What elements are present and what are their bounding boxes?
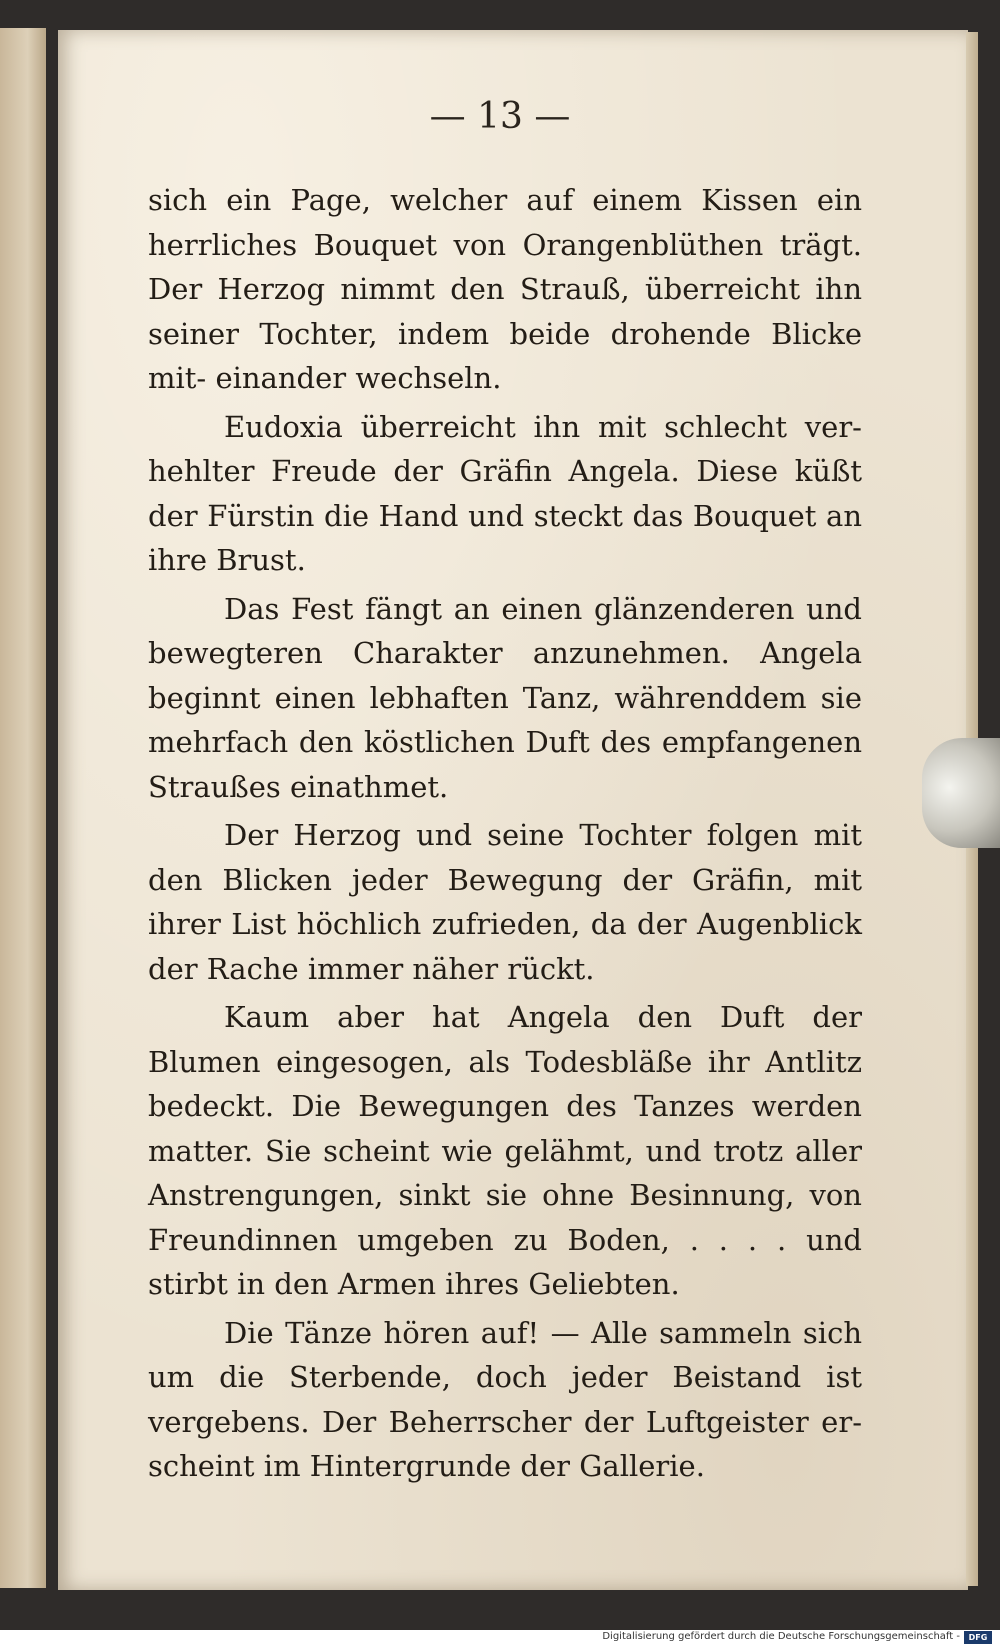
page-number: — 13 — <box>429 96 571 137</box>
facing-page-edge <box>0 28 46 1588</box>
page-clip <box>922 738 1000 848</box>
paragraph-6: Die Tänze hören auf! — Alle sammeln sich um die Sterbende, doch jeder Beistand ist vergebens. Der Beherrscher der Luftgeister er- scheint im Hintergrunde der Gallerie. <box>148 1315 862 1483</box>
digitization-credit: Digitalisierung gefördert durch die Deutsche Forschungsgemeinschaft - <box>602 1631 960 1642</box>
paragraph-5: Kaum aber hat Angela den Duft der Blumen eingesogen, als Todesbläße ihr Antlitz bedeckt. Die Bewegungen des Tanzes werden matter. Sie scheint wie gelähmt, und trotz aller Anstrengungen, sinkt sie ohne Besinnung, von Freundinnen umgeben zu Boden, . . . . und stirbt in den Armen ihres Geliebten. <box>148 1000 862 1301</box>
paragraph-3: Das Fest fängt an einen glänzenderen und bewegteren Charakter anzunehmen. Angela beginnt einen lebhaften Tanz, währenddem sie mehrfach den köstlichen Duft des empfangenen Straußes einathmet. <box>148 591 862 804</box>
paragraph-1: sich ein Page, welcher auf einem Kissen ein herrliches Bouquet von Orangenblüthen trägt. Der Herzog nimmt den Strauß, überreicht ihn seiner Tochter, indem beide drohende Blicke mit- einander wechseln. <box>148 183 862 395</box>
body-text <box>148 178 862 1493</box>
paragraph-2: Eudoxia überreicht ihn mit schlecht ver- hehlter Freude der Gräfin Angela. Diese küßt der Fürstin die Hand und steckt das Bouquet an ihre Brust. <box>148 409 862 577</box>
paragraph-4: Der Herzog und seine Tochter folgen mit den Blicken jeder Bewegung der Gräfin, mit ihrer List höchlich zufrieden, da der Augenblick der Rache immer näher rückt. <box>148 818 862 986</box>
dfg-logo-icon: DFG <box>964 1631 992 1644</box>
